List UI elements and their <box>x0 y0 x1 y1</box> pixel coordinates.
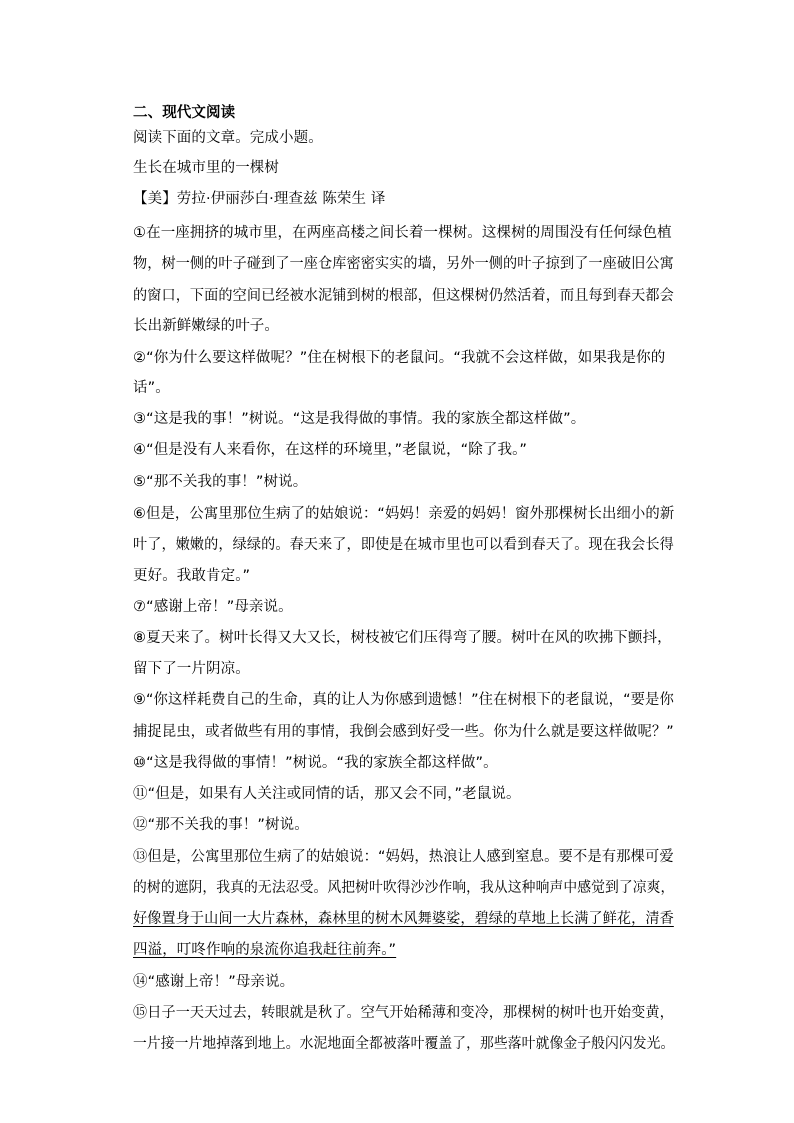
paragraph-line: 长出新鲜嫩绿的叶子。 <box>133 318 279 334</box>
paragraph-line: 一片接一片地掉落到地上。水泥地面全都被落叶覆盖了，那些落叶就像金子般闪闪发光。 <box>133 1036 675 1052</box>
paragraph-line: ⑨“你这样耗费自己的生命，真的让人为你感到遗憾！”住在树根下的老鼠说，“要是你 <box>133 692 674 708</box>
paragraph-line: 更好。我敢肯定。” <box>133 568 251 584</box>
article-byline: 【美】劳拉·伊丽莎白·理查兹 陈荣生 译 <box>133 191 386 207</box>
paragraph-line: 的树的遮阴，我真的无法忍受。风把树叶吹得沙沙作响，我从这种响声中感觉到了凉爽， <box>133 880 675 896</box>
paragraph-line: 留下了一片阴凉。 <box>133 661 250 677</box>
paragraph-line: ⑭“感谢上帝！”母亲说。 <box>133 974 295 990</box>
paragraph-line: ⑤“那不关我的事！”树说。 <box>133 474 308 490</box>
paragraph-line: ⑧夏天来了。树叶长得又大又长，树枝被它们压得弯了腰。树叶在风的吹拂下颤抖， <box>133 630 672 646</box>
underlined-line: 好像置身于山间一大片森林，森林里的树木风舞婆娑，碧绿的草地上长满了鲜花，清香 <box>133 911 674 927</box>
paragraph-line: ⑬但是，公寓里那位生病了的姑娘说：“妈妈，热浪让人感到窒息。要不是有那棵可爱 <box>133 849 674 865</box>
paragraph-line: 的窗口，下面的空间已经被水泥铺到树的根部，但这棵树仍然活着，而且每到春天都会 <box>133 288 674 304</box>
paragraph-line: ④“但是没有人来看你，在这样的环境里，”老鼠说，“除了我。” <box>133 442 528 458</box>
paragraph-line: ②“你为什么要这样做呢？”住在树根下的老鼠问。“我就不会这样做，如果我是你的 <box>133 350 666 366</box>
article-title: 生长在城市里的一棵树 <box>133 160 279 176</box>
paragraph-line: ⑮日子一天天过去，转眼就是秋了。空气开始稀薄和变冷，那棵树的树叶也开始变黄， <box>133 1005 674 1021</box>
paragraph-line: ⑥但是，公寓里那位生病了的姑娘说：“妈妈！亲爱的妈妈！窗外那棵树长出细小的新 <box>133 506 675 522</box>
paragraph-line: 物，树一侧的叶子碰到了一座仓库密密实实的墙，另外一侧的叶子掠到了一座破旧公寓 <box>133 256 674 272</box>
paragraph-line: ⑪“但是，如果有人关注或同情的话，那又会不同，”老鼠说。 <box>133 786 521 802</box>
paragraph-line: 叶了，嫩嫩的，绿绿的。春天来了，即使是在城市里也可以看到春天了。现在我会长得 <box>133 537 674 553</box>
section-heading: 二、现代文阅读 <box>133 105 236 121</box>
paragraph-line: 捕捉昆虫，或者做些有用的事情，我倒会感到好受一些。你为什么就是要这样做呢？” <box>133 724 674 740</box>
underlined-line: 四溢，叮咚作响的泉流你追我赶往前奔。” <box>133 942 397 958</box>
instruction: 阅读下面的文章。完成小题。 <box>133 130 323 146</box>
paragraph-line: 话”。 <box>133 380 170 396</box>
paragraph-line: ⑫“那不关我的事！”树说。 <box>133 817 309 833</box>
paragraph-line: ⑦“感谢上帝！”母亲说。 <box>133 599 293 615</box>
paragraph-line: ①在一座拥挤的城市里，在两座高楼之间长着一棵树。这棵树的周围没有任何绿色植 <box>133 225 672 241</box>
paragraph-line: ⑩“这是我得做的事情！”树说。“我的家族全都这样做”。 <box>133 755 498 771</box>
paragraph-line: ③“这是我的事！”树说。“这是我得做的事情。我的家族全都这样做”。 <box>133 411 586 427</box>
